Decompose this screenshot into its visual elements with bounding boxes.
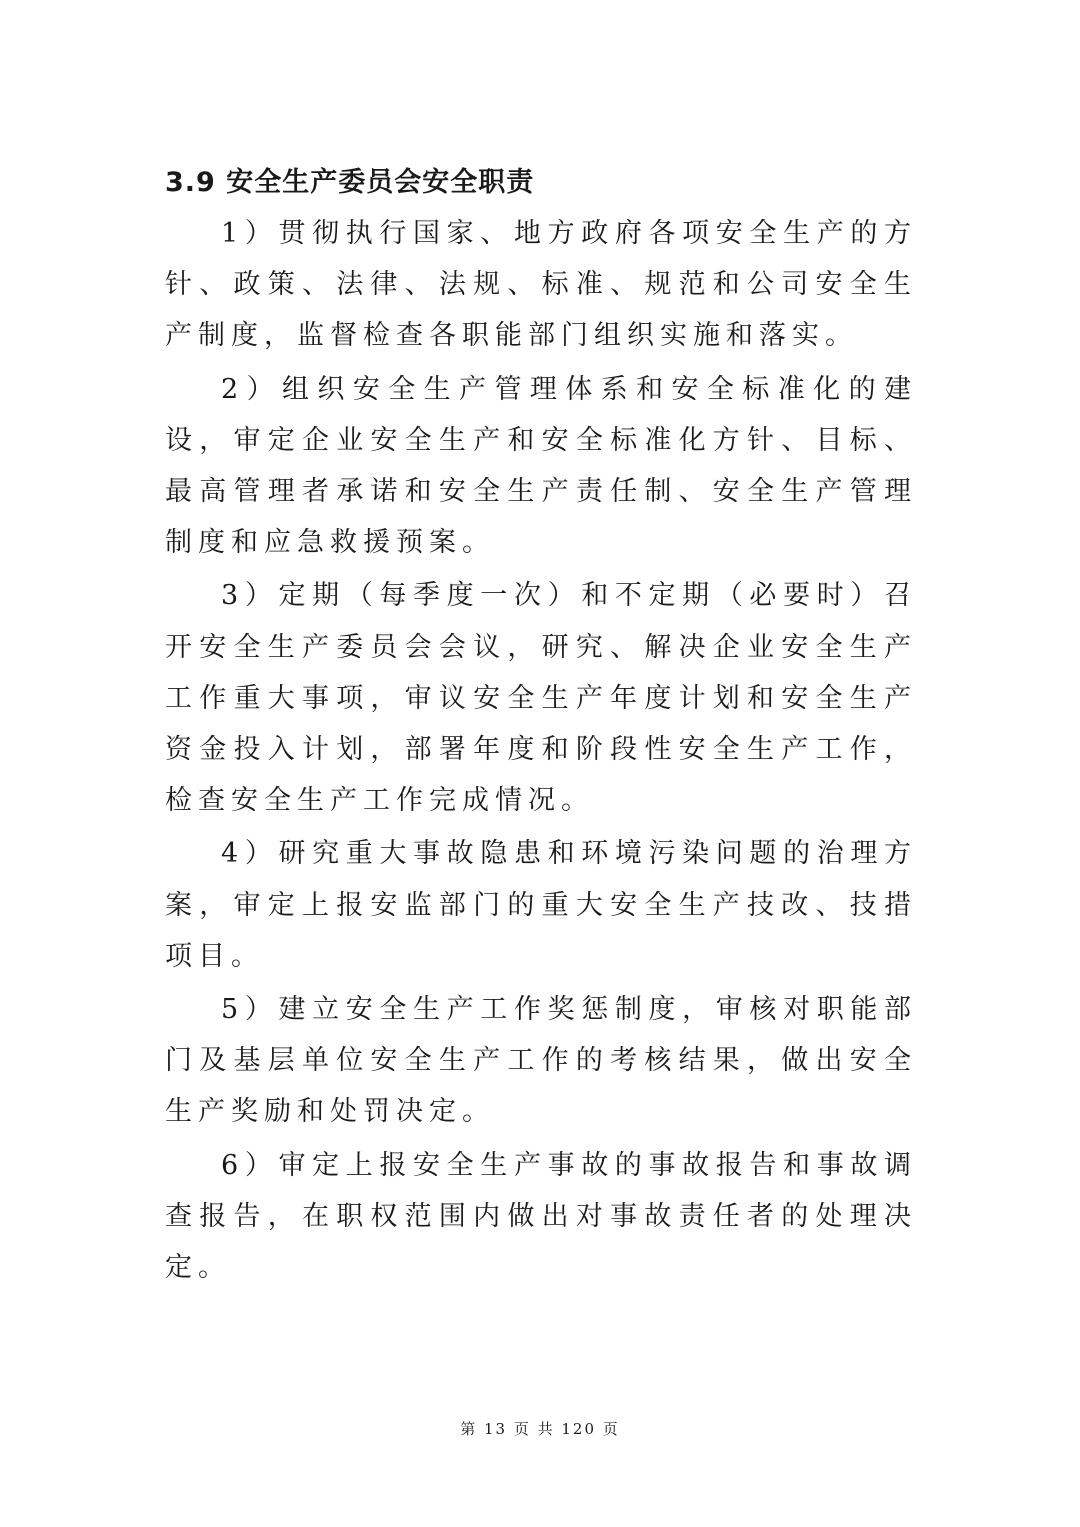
paragraph-5: 5）建立安全生产工作奖惩制度，审核对职能部门及基层单位安全生产工作的考核结果，做出安全生产奖励和处罚决定。 [165,994,917,1128]
paragraph-4: 4）研究重大事故隐患和环境污染问题的治理方案，审定上报安监部门的重大安全生产技改、技措项目。 [165,838,917,972]
paragraph-2: 2）组织安全生产管理体系和安全标准化的建设，审定企业安全生产和安全标准化方针、目标、最高管理者承诺和安全生产责任制、安全生产管理制度和应急救援预案。 [165,373,917,559]
paragraph-6: 6）审定上报安全生产事故的事故报告和事故调查报告，在职权范围内做出对事故责任者的处理决定。 [165,1149,917,1284]
paragraph-3: 3）定期（每季度一次）和不定期（必要时）召开安全生产委员会会议，研究、解决企业安全生产工作重大事项，审议安全生产年度计划和安全生产资金投入计划，部署年度和阶段性安全生产工作，检查安全生产工作完成情况。 [165,580,917,817]
page-content [165,158,917,1295]
paragraph-1: 1）贯彻执行国家、地方政府各项安全生产的方针、政策、法律、法规、标准、规范和公司安全生产制度，监督检查各职能部门组织实施和落实。 [165,218,917,352]
section-title: 3.9 安全生产委员会安全职责 [165,167,535,198]
page-footer: 第 13 页 共 120 页 [460,1420,620,1438]
